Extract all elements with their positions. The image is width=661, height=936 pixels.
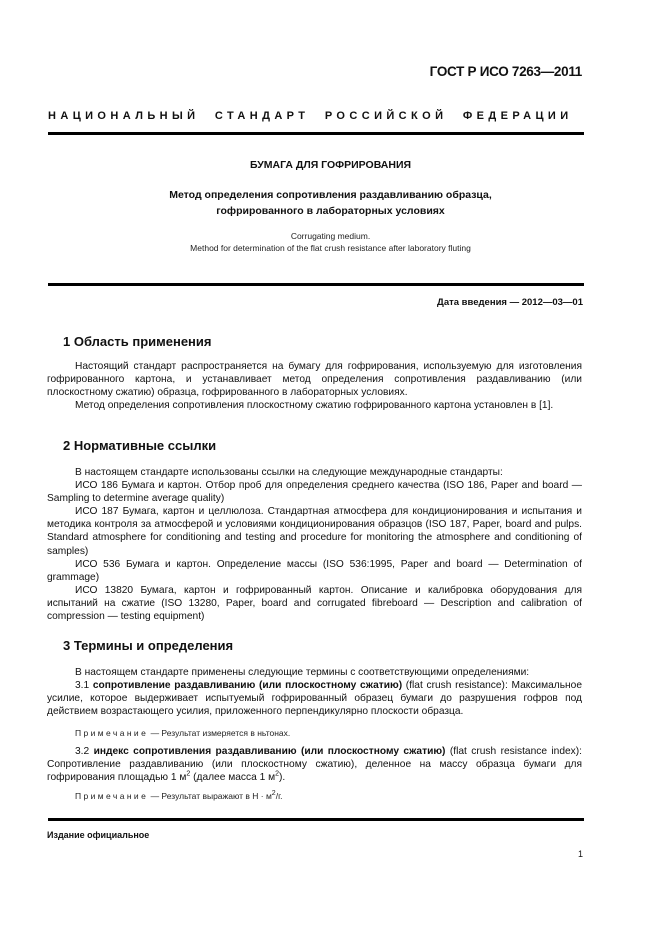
section-2-intro: В настоящем стандарте использованы ссылки на следующие международные стандарты: [75, 467, 503, 478]
superscript: 2 [271, 790, 276, 798]
term-number: 3.1 [75, 680, 93, 692]
section-1-paragraph-2: Метод определения сопротивления плоскостному сжатию гофрированного картона установлен в [1]. [75, 400, 554, 412]
note-1 [75, 728, 290, 738]
note-text: — Результат выражают в Н · м [148, 791, 272, 801]
term-3-2 [47, 745, 582, 784]
section-2-body [47, 466, 582, 623]
term-definition-end: ). [278, 772, 286, 784]
introduction-date: Дата введения — 2012—03—01 [437, 297, 583, 308]
section-3-intro: В настоящем стандарте применены следующие термины с соответствующими определениями: [75, 667, 530, 678]
term-number: 3.2 [75, 746, 94, 757]
document-code: ГОСТ Р ИСО 7263—2011 [429, 64, 582, 79]
note-text: — Результат измеряется в ньтонах. [148, 728, 291, 738]
section-3-body-cont [47, 745, 582, 784]
note-label: Примечание [75, 728, 149, 738]
section-1-paragraph-1: Настоящий стандарт распространяется на бумагу для гофрирования, используемую для изготовления гофрированного картона, и устанавливает метод определения сопротивления раздавливанию (или плоскостному сжатию) образца, гофрированного в лабораторных условиях. [47, 361, 582, 399]
note-2 [75, 791, 283, 801]
section-3-body [47, 666, 582, 718]
middle-rule-divider [48, 283, 584, 286]
official-edition-label: Издание официальное [47, 830, 150, 840]
reference-item: ИСО 187 Бумага, картон и целлюлоза. Стандартная атмосфера для кондиционирования и испытания и методика контроля за атмосферой и условиями кондиционирования образцов (ISO 187, Paper, board and pulps. Standard atmosphere for conditioning and testing and procedure for monitoring the atmosphere and conditioning of samples) [47, 506, 582, 557]
reference-item: ИСО 186 Бумага и картон. Отбор проб для определения среднего качества (ISO 186, Paper and board — Sampling to determine average quality) [47, 480, 582, 505]
section-1-heading: 1 Область применения [63, 334, 212, 349]
term-name: индекс сопротивления раздавливанию (или плоскостному сжатию) [93, 746, 446, 757]
term-name: сопротивление раздавливанию (или плоскостному сжатию) [92, 680, 403, 692]
reference-item: ИСО 536 Бумага и картон. Определение массы (ISO 536:1995, Paper and board — Determination of grammage) [47, 558, 582, 583]
note-label: Примечание [75, 791, 149, 801]
superscript: 2 [275, 770, 279, 778]
document-subtitle [0, 187, 661, 219]
term-definition-cont: (далее масса 1 м [190, 772, 276, 784]
subtitle-line-1: Метод определения сопротивления раздавливанию образца, [169, 189, 492, 201]
section-2-heading: 2 Нормативные ссылки [63, 438, 217, 453]
term-definition: (flat crush resistance index): Сопротивление раздавливанию (или плоскостному сжатию), деленное на массу образца бумаги для гофрирования площадью 1 м [47, 746, 582, 784]
section-1-body [47, 360, 582, 412]
top-rule-divider [48, 132, 584, 135]
page-number: 1 [578, 849, 584, 859]
english-title [0, 230, 661, 254]
superscript: 2 [186, 770, 191, 778]
term-definition: (flat crush resistance): Максимальное усилие, которое выдерживает испытуемый гофрированный образец бумаги до разрушения гофров под действием возрастающего усилия, приложенного перпендикулярно плоскости образца. [47, 680, 582, 718]
reference-item: ИСО 13820 Бумага, картон и гофрированный картон. Описание и калибровка оборудования для испытаний на сжатие (ISO 13280, Paper, board and corrugated fibreboard — Description and calibration of compression — testing equipment) [47, 584, 582, 623]
section-3-heading: 3 Термины и определения [63, 638, 234, 653]
note-text-end: /г. [275, 791, 283, 801]
document-title: БУМАГА ДЛЯ ГОФРИРОВАНИЯ [249, 159, 412, 171]
english-title-line-1: Corrugating medium. [290, 231, 371, 241]
term-3-1 [47, 679, 582, 718]
subtitle-line-2: гофрированного в лабораторных условиях [216, 205, 445, 217]
bottom-rule-divider [48, 818, 584, 821]
english-title-line-2: Method for determination of the flat crush resistance after laboratory fluting [190, 243, 471, 253]
national-standard-banner: НАЦИОНАЛЬНЫЙ СТАНДАРТ РОССИЙСКОЙ ФЕДЕРАЦИИ [48, 110, 573, 122]
